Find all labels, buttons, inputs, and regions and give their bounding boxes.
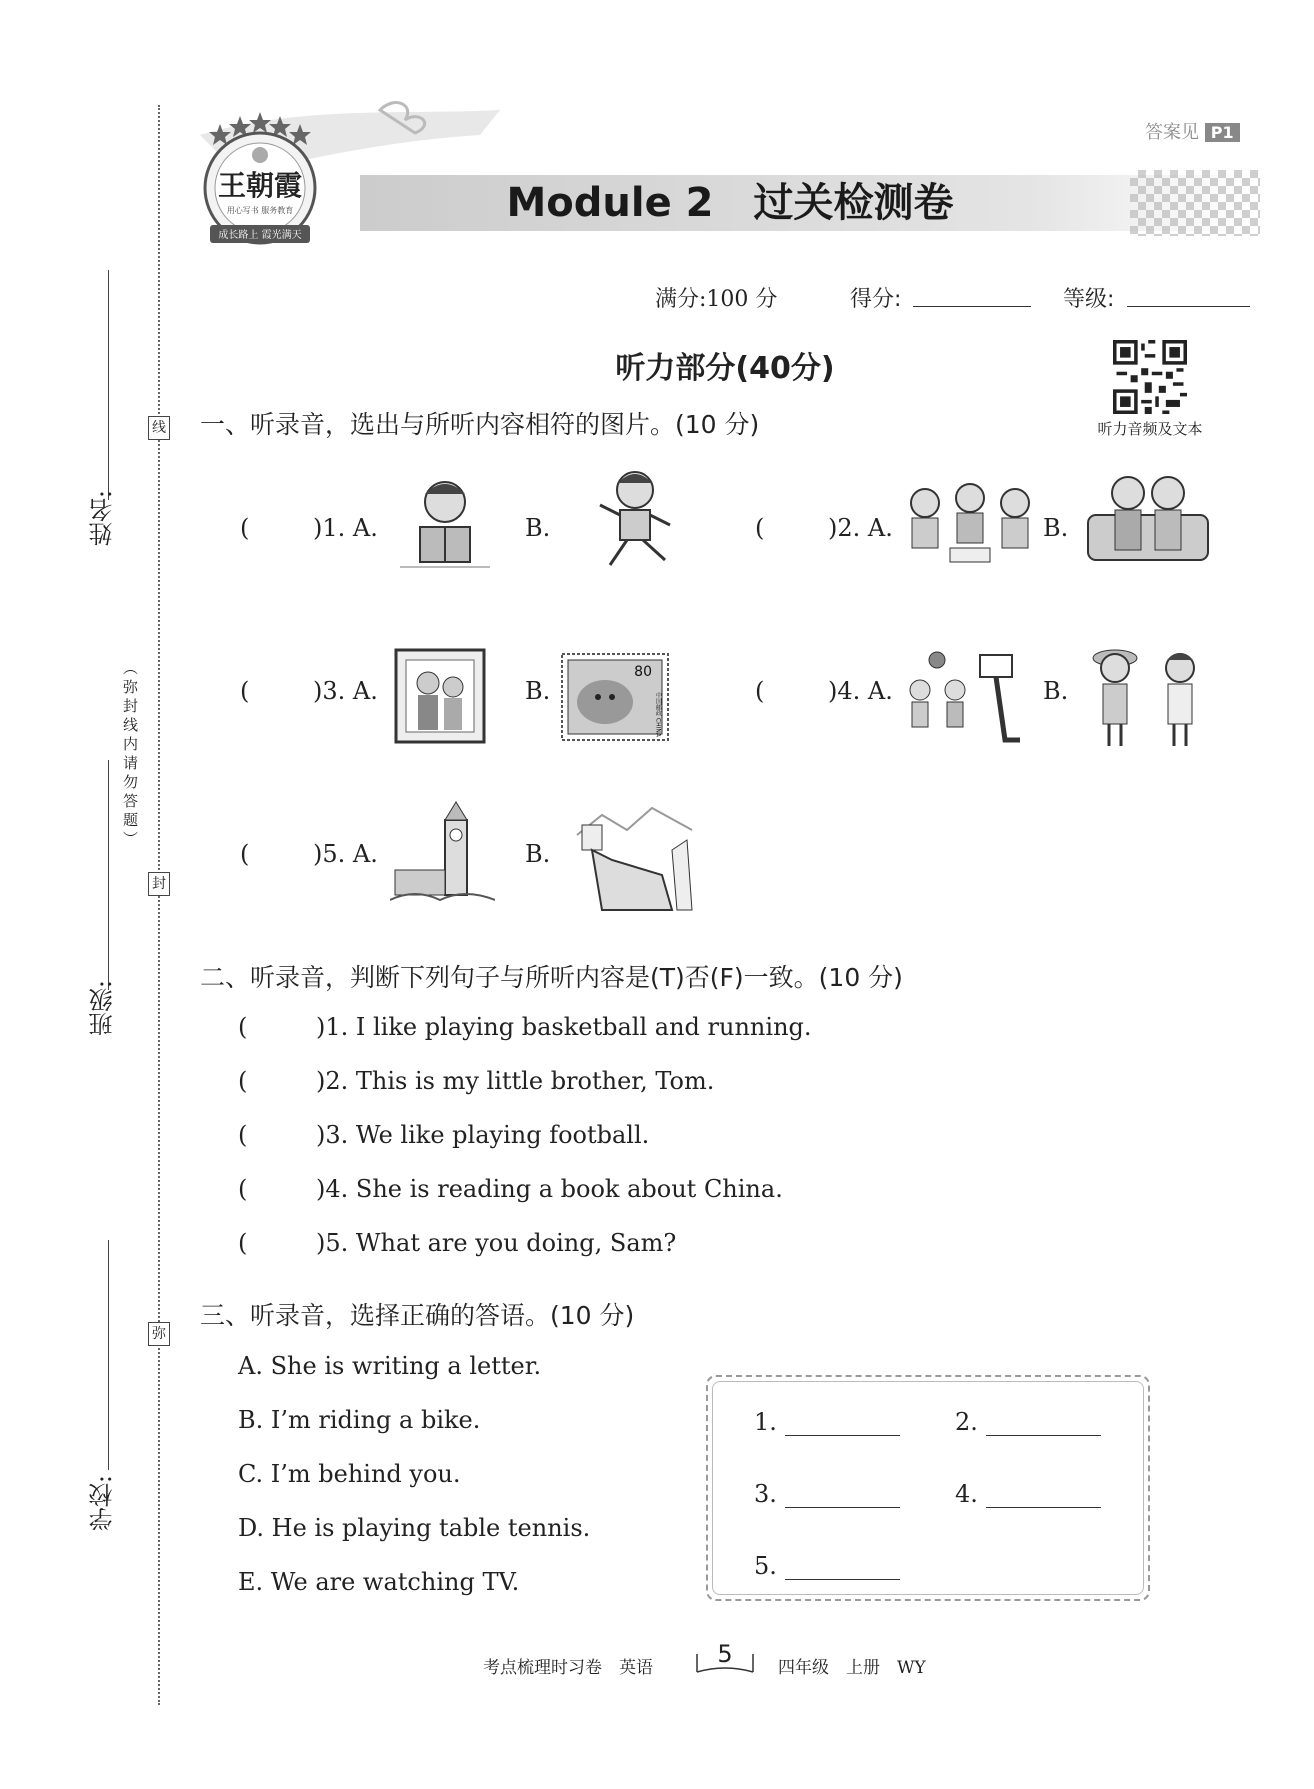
- class-blank-line[interactable]: [108, 760, 109, 990]
- stamp-country: 中国邮政 CHINA: [654, 692, 662, 737]
- s1-q5-number: )5. A.: [313, 840, 378, 868]
- tiger-stamp-icon[interactable]: [560, 652, 670, 742]
- s2-item-4: [238, 1175, 783, 1203]
- s2-q1-answer-field[interactable]: (: [238, 1013, 248, 1041]
- section1-heading: 一、听录音，选出与所听内容相符的图片。(10 分): [200, 410, 760, 439]
- s1-q3-number: )3. A.: [313, 677, 378, 705]
- qr-code-icon[interactable]: [1113, 340, 1187, 414]
- stamp-value: 80: [634, 664, 652, 680]
- qr-caption: 听力音频及文本: [1097, 420, 1203, 438]
- big-ben-icon[interactable]: [390, 800, 495, 910]
- s1-q2-answer-field[interactable]: (: [755, 514, 765, 542]
- s2-q3-text: )3. We like playing football.: [316, 1121, 650, 1149]
- boys-playing-basketball-icon[interactable]: [895, 645, 1030, 750]
- s2-item-3: [238, 1121, 649, 1149]
- name-label: 姓名:: [89, 490, 117, 547]
- s1-q1-b-label: B.: [525, 514, 551, 542]
- s3-answer-2[interactable]: 2.: [955, 1408, 1101, 1436]
- s1-q3-b-label: B.: [525, 677, 551, 705]
- s1-q4-answer-field[interactable]: (: [755, 677, 765, 705]
- logo-slogan: 成长路上 霞光满天: [218, 230, 302, 241]
- footer-left: 考点梳理时习卷 英语: [483, 1658, 653, 1678]
- answer-ref-text: 答案见: [1145, 122, 1199, 143]
- binding-marker-seal2: 弥: [148, 1322, 170, 1346]
- grade-label: 等级:: [1063, 287, 1115, 312]
- answer-reference: [1145, 118, 1240, 144]
- s2-q3-answer-field[interactable]: (: [238, 1121, 248, 1149]
- s3-option-d: D. He is playing table tennis.: [238, 1514, 591, 1542]
- s3-option-a: A. She is writing a letter.: [238, 1352, 542, 1380]
- section3-heading: 三、听录音，选择正确的答语。(10 分): [200, 1301, 635, 1330]
- class-label: 班级:: [89, 980, 117, 1037]
- s2-q2-text: )2. This is my little brother, Tom.: [316, 1067, 715, 1095]
- s2-q4-answer-field[interactable]: (: [238, 1175, 248, 1203]
- boy-reading-book-icon[interactable]: [395, 472, 495, 572]
- score-field[interactable]: [913, 282, 1031, 307]
- score-label: 得分:: [850, 287, 902, 312]
- answer-ref-page: P1: [1205, 123, 1240, 142]
- s2-q5-answer-field[interactable]: (: [238, 1229, 248, 1257]
- footer-right: 四年级 上册 WY: [778, 1658, 926, 1678]
- children-playing-chess-icon[interactable]: [900, 478, 1040, 570]
- binding-marker-line: 线: [148, 416, 170, 440]
- page-number: 5: [717, 1640, 733, 1668]
- boy-running-icon[interactable]: [585, 465, 685, 575]
- s1-q5-b-label: B.: [525, 840, 551, 868]
- grandparents-on-sofa-icon[interactable]: [1083, 465, 1213, 570]
- logo-tagline: 用心写书 服务教育: [226, 206, 294, 215]
- s3-answer-3[interactable]: 3.: [754, 1480, 900, 1508]
- school-label: 学校:: [89, 1475, 117, 1532]
- s2-item-1: [238, 1013, 812, 1041]
- logo-name: 王朝霞: [217, 169, 303, 202]
- title-checker-decoration: [1130, 170, 1260, 236]
- s1-q2-b-label: B.: [1043, 514, 1069, 542]
- section2-heading: 二、听录音，判断下列句子与所听内容是(T)否(F)一致。(10 分): [200, 963, 903, 992]
- s2-item-5: [238, 1229, 676, 1257]
- great-wall-icon[interactable]: [572, 800, 697, 912]
- binding-note: （弥封线内请勿答题）: [121, 660, 139, 850]
- s1-q2-number: )2. A.: [828, 514, 893, 542]
- s1-q3-answer-field[interactable]: (: [240, 677, 250, 705]
- binding-marker-seal: 封: [148, 872, 170, 896]
- listening-part-title: 听力部分(40分): [615, 351, 835, 386]
- s3-option-e: E. We are watching TV.: [238, 1568, 520, 1596]
- brand-logo: [195, 110, 325, 250]
- name-blank-line[interactable]: [108, 270, 109, 500]
- s2-q1-text: )1. I like playing basketball and running.: [316, 1013, 812, 1041]
- s1-q4-b-label: B.: [1043, 677, 1069, 705]
- s1-q1-number: )1. A.: [313, 514, 378, 542]
- s3-answer-4[interactable]: 4.: [955, 1480, 1101, 1508]
- s1-q5-answer-field[interactable]: (: [240, 840, 250, 868]
- s2-q4-text: )4. She is reading a book about China.: [316, 1175, 783, 1203]
- s3-answer-5[interactable]: 5.: [754, 1552, 900, 1580]
- school-blank-line[interactable]: [108, 1240, 109, 1470]
- s3-answer-1[interactable]: 1.: [754, 1408, 900, 1436]
- full-score: 满分:100 分: [655, 287, 778, 312]
- s2-q5-text: )5. What are you doing, Sam?: [316, 1229, 677, 1257]
- s1-q4-number: )4. A.: [828, 677, 893, 705]
- s3-option-c: C. I’m behind you.: [238, 1460, 461, 1488]
- girl-and-boy-talking-icon[interactable]: [1085, 638, 1210, 753]
- s3-option-b: B. I’m riding a bike.: [238, 1406, 481, 1434]
- s1-q1-answer-field[interactable]: (: [240, 514, 250, 542]
- grade-field[interactable]: [1127, 282, 1250, 307]
- binding-dotted-line: [158, 105, 160, 1705]
- s2-item-2: [238, 1067, 714, 1095]
- page-title: Module 2 过关检测卷: [506, 180, 954, 226]
- s2-q2-answer-field[interactable]: (: [238, 1067, 248, 1095]
- photo-frame-couple-icon[interactable]: [388, 645, 493, 750]
